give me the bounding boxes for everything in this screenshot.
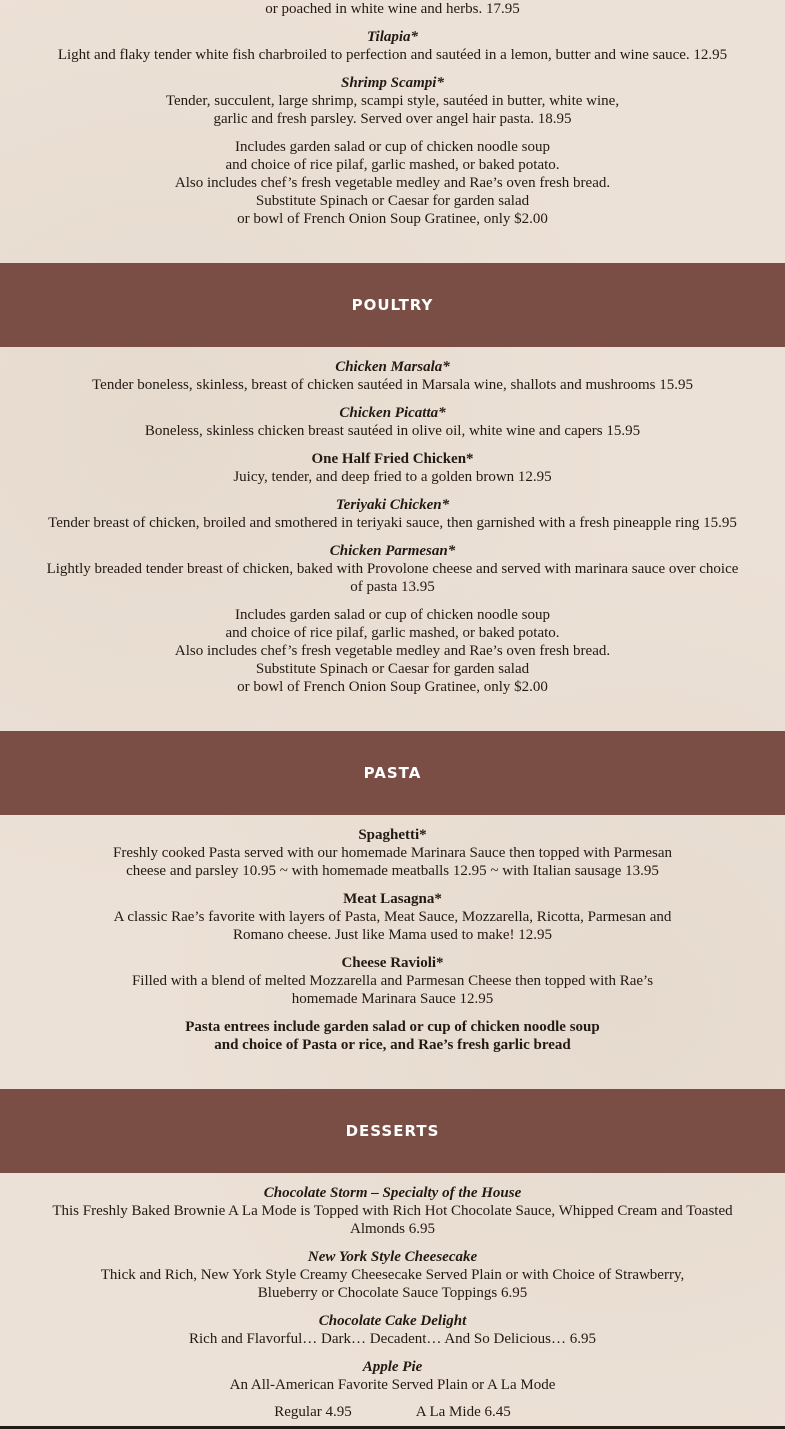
note-line: Includes garden salad or cup of chicken noodle soup <box>235 139 550 155</box>
menu-item-teriyaki-chicken <box>0 496 785 532</box>
item-description: Light and flaky tender white fish charbroiled to perfection and sautéed in a lemon, butter and wine sauce. 12.95 <box>57 47 728 63</box>
item-name: Apple Pie <box>362 1359 423 1375</box>
note-line: Pasta entrees include garden salad or cup of chicken noodle soup <box>185 1019 600 1035</box>
item-description: This Freshly Baked Brownie A La Mode is Topped with Rich Hot Chocolate Sauce, Whipped Cream and Toasted <box>52 1203 733 1219</box>
price-regular: Regular 4.95 <box>274 1404 352 1420</box>
item-name: Spaghetti* <box>358 827 427 843</box>
item-name: Teriyaki Chicken* <box>335 497 450 513</box>
item-name: Chicken Parmesan* <box>329 543 456 559</box>
menu-item-half-fried-chicken <box>0 450 785 486</box>
pasta-heading-band <box>0 731 785 815</box>
menu-item-apple-pie <box>0 1358 785 1394</box>
price-a-la-mode: A La Mide 6.45 <box>415 1404 511 1420</box>
item-name: Shrimp Scampi* <box>341 75 444 91</box>
poultry-section <box>0 347 785 696</box>
note-line: Substitute Spinach or Caesar for garden salad <box>255 661 530 677</box>
item-name: Chocolate Cake Delight <box>318 1313 467 1329</box>
item-description: Boneless, skinless chicken breast sautéed in olive oil, white wine and capers 15.95 <box>144 423 641 439</box>
item-description: Romano cheese. Just like Mama used to make! 12.95 <box>232 927 553 943</box>
item-name: Chicken Marsala* <box>335 359 450 375</box>
seafood-notes <box>0 138 785 228</box>
poultry-notes <box>0 606 785 696</box>
item-name: Cheese Ravioli* <box>341 955 444 971</box>
menu-item-chocolate-cake-delight <box>0 1312 785 1348</box>
poultry-heading: POULTRY <box>351 296 434 314</box>
apple-pie-prices <box>0 1403 785 1421</box>
item-name: New York Style Cheesecake <box>307 1249 478 1265</box>
item-description: Tender, succulent, large shrimp, scampi style, sautéed in butter, white wine, <box>165 93 620 109</box>
item-description: Juicy, tender, and deep fried to a golden brown 12.95 <box>233 469 552 485</box>
item-description: Freshly cooked Pasta served with our homemade Marinara Sauce then topped with Parmesan <box>112 845 672 861</box>
seafood-section <box>0 0 785 228</box>
poultry-heading-band <box>0 263 785 347</box>
item-description: Filled with a blend of melted Mozzarella and Parmesan Cheese then topped with Rae’s <box>131 973 654 989</box>
note-line: Also includes chef’s fresh vegetable medley and Rae’s oven fresh bread. <box>174 643 611 659</box>
item-description: garlic and fresh parsley. Served over angel hair pasta. 18.95 <box>213 111 572 127</box>
note-line: Includes garden salad or cup of chicken noodle soup <box>235 607 550 623</box>
note-line: Substitute Spinach or Caesar for garden salad <box>255 193 530 209</box>
pasta-section <box>0 815 785 1054</box>
item-description: Lightly breaded tender breast of chicken, baked with Provolone cheese and served with marinara sauce over choice <box>46 561 739 577</box>
menu-item-meat-lasagna <box>0 890 785 944</box>
menu-item-chicken-marsala <box>0 358 785 394</box>
item-name: One Half Fried Chicken* <box>311 451 474 467</box>
note-line: Also includes chef’s fresh vegetable medley and Rae’s oven fresh bread. <box>174 175 611 191</box>
item-description: of pasta 13.95 <box>350 579 435 595</box>
desserts-section <box>0 1173 785 1421</box>
item-name: Chocolate Storm – Specialty of the House <box>263 1185 522 1201</box>
menu-item-spaghetti <box>0 826 785 880</box>
item-description: A classic Rae’s favorite with layers of Pasta, Meat Sauce, Mozzarella, Ricotta, Parmesan and <box>113 909 672 925</box>
menu-item-ny-cheesecake <box>0 1248 785 1302</box>
menu-item-shrimp-scampi <box>0 74 785 128</box>
item-description: Almonds 6.95 <box>349 1221 435 1237</box>
desserts-heading: DESSERTS <box>345 1122 440 1140</box>
menu-item-cheese-ravioli <box>0 954 785 1008</box>
seafood-lead-text: or poached in white wine and herbs. 17.95 <box>265 1 520 17</box>
menu-item-tilapia <box>0 28 785 64</box>
item-description: cheese and parsley 10.95 ~ with homemade meatballs 12.95 ~ with Italian sausage 13.95 <box>126 863 659 879</box>
note-line: and choice of rice pilaf, garlic mashed, or baked potato. <box>225 157 560 173</box>
item-description: Tender boneless, skinless, breast of chicken sautéed in Marsala wine, shallots and mushrooms 15.95 <box>92 377 693 393</box>
pasta-notes <box>0 1018 785 1054</box>
item-name: Meat Lasagna* <box>343 891 442 907</box>
note-line: and choice of rice pilaf, garlic mashed, or baked potato. <box>225 625 560 641</box>
note-line: and choice of Pasta or rice, and Rae’s fresh garlic bread <box>214 1037 571 1053</box>
item-description: Rich and Flavorful… Dark… Decadent… And So Delicious… 6.95 <box>188 1331 596 1347</box>
item-name: Tilapia* <box>366 29 419 45</box>
item-name: Chicken Picatta* <box>339 405 446 421</box>
menu-item-chicken-picatta <box>0 404 785 440</box>
menu-item-chocolate-storm <box>0 1184 785 1238</box>
item-description: Blueberry or Chocolate Sauce Toppings 6.95 <box>257 1285 528 1301</box>
note-line: or bowl of French Onion Soup Gratinee, only $2.00 <box>237 679 548 695</box>
note-line: or bowl of French Onion Soup Gratinee, only $2.00 <box>237 211 548 227</box>
item-description: homemade Marinara Sauce 12.95 <box>291 991 494 1007</box>
item-description: Thick and Rich, New York Style Creamy Cheesecake Served Plain or with Choice of Strawberry, <box>100 1267 685 1283</box>
item-description: An All-American Favorite Served Plain or A La Mode <box>229 1377 556 1393</box>
item-description: Tender breast of chicken, broiled and smothered in teriyaki sauce, then garnished with a fresh pineapple ring 15.95 <box>48 515 737 531</box>
desserts-heading-band <box>0 1089 785 1173</box>
menu-item-chicken-parmesan <box>0 542 785 596</box>
pasta-heading: PASTA <box>363 764 422 782</box>
